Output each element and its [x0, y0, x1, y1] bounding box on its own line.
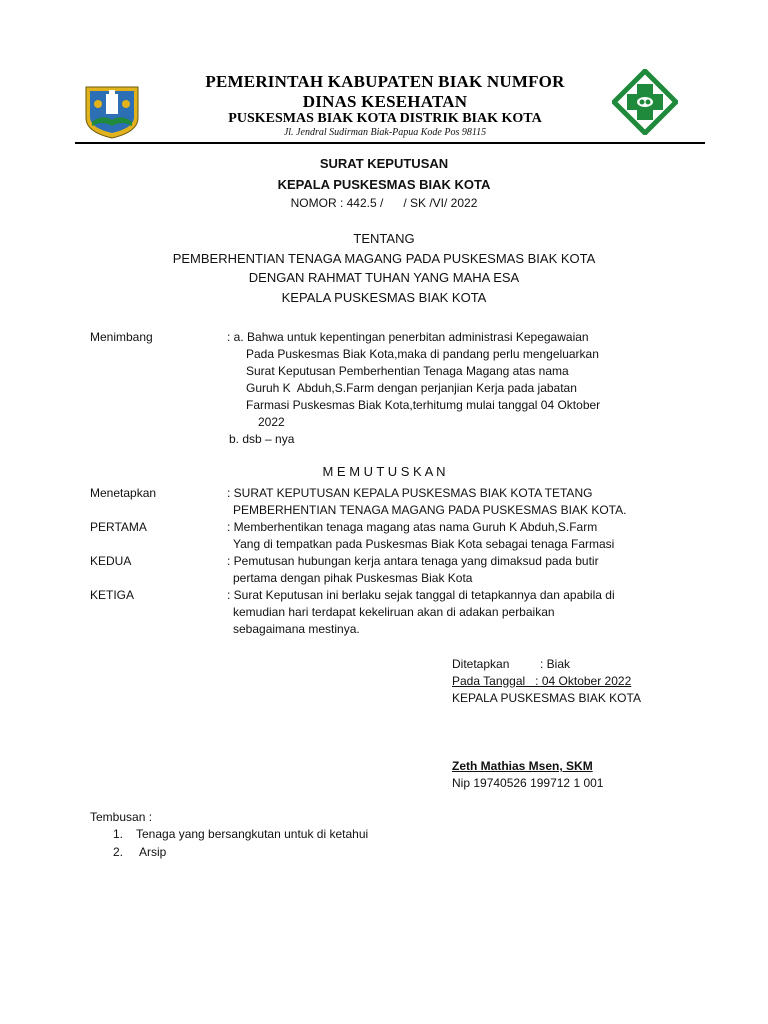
header-address: Jl. Jendral Sudirman Biak-Papua Kode Pos 98115 — [283, 127, 487, 138]
signatory-nip: Nip 19740526 199712 1 001 — [452, 776, 604, 790]
tembusan-item: Tenaga yang bersangkutan untuk di ketahui — [136, 827, 369, 841]
tentang-heading: TENTANG — [353, 231, 415, 246]
letterhead-divider — [75, 142, 705, 144]
ketiga-line-2: kemudian hari terdapat kekeliruan akan di adakan perbaikan — [233, 605, 555, 619]
menimbang-a-line-2: Pada Puskesmas Biak Kota,maka di pandang perlu mengeluarkan — [246, 347, 599, 361]
header-line-1: PEMERINTAH KABUPATEN BIAK NUMFOR — [205, 72, 565, 91]
kedua-label: KEDUA — [90, 554, 132, 568]
ditetapkan-value: : Biak — [540, 657, 571, 671]
ketiga-label: KETIGA — [90, 588, 135, 602]
menimbang-label: Menimbang — [90, 330, 153, 344]
menimbang-a-line-6: 2022 — [258, 415, 285, 429]
tembusan-label: Tembusan : — [90, 810, 153, 824]
puskesmas-cross-icon — [612, 69, 678, 135]
signatory-name: Zeth Mathias Msen, SKM — [452, 759, 593, 773]
header-line-2: DINAS KESEHATAN — [302, 92, 468, 111]
doc-title: SURAT KEPUTUSAN — [319, 156, 449, 171]
kedua-line-1: : Pemutusan hubungan kerja antara tenaga yang dimaksud pada butir — [227, 554, 599, 568]
about-line-3: KEPALA PUSKESMAS BIAK KOTA — [281, 290, 487, 305]
menimbang-a-line-5: Farmasi Puskesmas Biak Kota,terhitumg mulai tanggal 04 Oktober — [246, 398, 601, 412]
about-line-2: DENGAN RAHMAT TUHAN YANG MAHA ESA — [248, 270, 520, 285]
ketiga-line-1: : Surat Keputusan ini berlaku sejak tanggal di tetapkannya dan apabila di — [227, 588, 615, 602]
menimbang-b: b. dsb – nya — [229, 432, 295, 446]
pertama-label: PERTAMA — [90, 520, 147, 534]
ketiga-line-3: sebagaimana mestinya. — [233, 622, 360, 636]
memutuskan-heading: M E M U T U S K A N — [322, 464, 446, 479]
menimbang-a-line-1: : a. Bahwa untuk kepentingan penerbitan administrasi Kepegawaian — [227, 330, 589, 344]
tembusan-item: Arsip — [139, 845, 167, 859]
about-line-1: PEMBERHENTIAN TENAGA MAGANG PADA PUSKESMAS BIAK KOTA — [172, 251, 596, 266]
menetapkan-line-1: : SURAT KEPUTUSAN KEPALA PUSKESMAS BIAK KOTA TETANG — [227, 486, 593, 500]
tembusan-item-num: 2. — [113, 845, 124, 859]
pertama-line-1: : Memberhentikan tenaga magang atas nama Guruh K Abduh,S.Farm — [227, 520, 598, 534]
regency-emblem-icon — [82, 84, 142, 140]
kedua-line-2: pertama dengan pihak Puskesmas Biak Kota — [233, 571, 473, 585]
pertama-line-2: Yang di tempatkan pada Puskesmas Biak Kota sebagai tenaga Farmasi — [233, 537, 615, 551]
signatory-position: KEPALA PUSKESMAS BIAK KOTA — [452, 691, 641, 705]
ditetapkan-label: Ditetapkan — [452, 657, 510, 671]
doc-subtitle: KEPALA PUSKESMAS BIAK KOTA — [277, 177, 491, 192]
doc-number: NOMOR : 442.5 / / SK /VI/ 2022 — [290, 196, 478, 210]
header-line-3: PUSKESMAS BIAK KOTA DISTRIK BIAK KOTA — [228, 111, 542, 126]
tanggal-line: Pada Tanggal : 04 Oktober 2022 — [452, 674, 632, 688]
tembusan-item-num: 1. — [113, 827, 124, 841]
menetapkan-line-2: PEMBERHENTIAN TENAGA MAGANG PADA PUSKESMAS BIAK KOTA. — [233, 503, 627, 517]
menetapkan-label: Menetapkan — [90, 486, 157, 500]
menimbang-a-line-4: Guruh K Abduh,S.Farm dengan perjanjian Kerja pada jabatan — [246, 381, 577, 395]
menimbang-a-line-3: Surat Keputusan Pemberhentian Tenaga Magang atas nama — [246, 364, 569, 378]
